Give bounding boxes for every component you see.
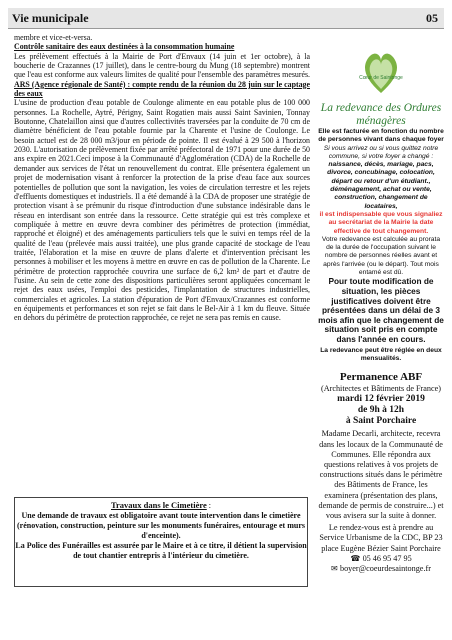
redevance-subtitle: Elle est facturée en fonction du nombre de personnes vivant dans chaque foyer [318, 128, 444, 144]
redevance-title: La redevance des Ordures ménagères [320, 102, 442, 127]
redevance-p2: Votre redevance est calculée au prorata de la durée de l'occupation suivant le nombre de personnes réelles avant et après l'arrivée (ou le départ). Tout mois entamé est dû. [321, 235, 441, 277]
abf-phone-number[interactable]: 05 46 95 47 95 [362, 553, 412, 563]
abf-place: à Saint Porchaire [345, 416, 417, 427]
intro-line: membre et vice-et-versa. [14, 33, 93, 42]
redevance-p4: La redevance peut être réglée en deux mensualités. [320, 346, 442, 362]
side-column [318, 33, 444, 574]
abf-email-address[interactable]: boyer@coeurdesaintonge.fr [339, 563, 431, 573]
coeur-de-saintonge-logo [357, 39, 405, 99]
email-icon: ✉ [331, 563, 338, 573]
abf-text: Madame Decarli, architecte, recevra dans les locaux de la Communauté de Communes. Elle répondra aux questions relatives à vos projets de constructions situés dans le périmètre des Bâtiments de France, les examinera (présentation des plans, demande de permis de construire...) et vous avisera sur la suite à donner. [318, 429, 444, 520]
cemetery-title-colon: : [206, 501, 211, 510]
abf-email [318, 564, 444, 574]
page-number: 05 [426, 11, 438, 25]
abf-phone [318, 554, 444, 564]
cemetery-title: Travaux dans le Cimetière [110, 500, 207, 510]
abf-subtitle: (Architectes et Bâtiments de France) [320, 384, 442, 394]
abf-section [318, 371, 444, 574]
section-title: Vie municipale [12, 11, 89, 25]
cemetery-notice [14, 497, 308, 587]
phone-icon: ☎ [350, 553, 361, 563]
cemetery-line-1: Une demande de travaux est obligatoire avant toute intervention dans le cimetière (rénovation, construction, peinture sur les monuments funéraires, entourage et murs d'enceinte). [17, 511, 305, 540]
abf-time: de 9h à 12h [357, 405, 405, 416]
ars-title: ARS (Agence régionale de Santé) : compte rendu de la réunion du 28 juin sur le captage des eaux [14, 79, 310, 99]
main-column [14, 33, 310, 323]
redevance-list: naissance, décès, mariage, pacs, divorce, concubinage, colocation, départ ou retour d'un étudiant., déménagement, achat ou vente, construction, changement de locataires, [327, 161, 435, 210]
water-control-text: Les prélèvement effectués à la Mairie de Port d'Envaux (14 juin et 1er octobre), à la boucherie de Crazannes (17 juillet), dans le centre-bourg du Mung (18 septembre) montrent que l'eau est conforme aux valeurs limites de qualité pour l'ensemble des paramètres mesurés. [14, 51, 311, 80]
redevance-alert: il est indispensable que vous signaliez au secrétariat de la Mairie la date effective de tout changement. [319, 210, 443, 235]
redevance-p3: Pour toute modification de situation, les pièces justificatives doivent être présentées dans un délai de 3 mois afin que le changement de situation soit pris en compte dans l'année en cours. [318, 276, 444, 344]
redevance-p1: Si vous arrivez ou si vous quittez notre commune, si votre foyer a changé : [323, 144, 439, 160]
logo-text: Cœur de Saintonge [359, 75, 403, 81]
water-control-title: Contrôle sanitaire des eaux destinées à la consommation humaine [14, 42, 235, 52]
cemetery-line-2: La Police des Funérailles est assurée par le Maire et à ce titre, il détient la supervision de tout chantier entrepris à l'intérieur du cimetière. [15, 541, 307, 560]
abf-date: mardi 12 février 2019 [337, 394, 425, 405]
ars-text: L'usine de production d'eau potable de Coulonge alimente en eau potable plus de 100 000 personnes. La Rochelle, Aytré, Périgny, Saint Rogatien mais aussi Saint Savinien, Tonnay Boutonne, Chatelaillon ainsi que d'autres collectivités traversées par la conduite de 70 cm de diamètre bénéficient de l'eau potable fournie par la Charente et l'usine de Coulonge. Le besoin actuel est de 28 000 m3/jour en période de pointe. Il est évalué à 29 500 à l'horizon 2030. L'autorisation de prélèvement fixée par arrêté préfectoral de 1971 pour une durée de 50 ans expire en 2021.Ceci impose à la Communauté d'Agglomération (CDA) de la Rochelle de demander aux services de l'état un renouvellement du contrat. Elle présentera également un projet de modernisation visant à renforcer la protection de la prise d'eau face aux sources potentielles de pollution que sont la navigation, les voies de circulation terrestre et les rejets d'effluents domestiques et industriels. Il a été demandé à la CDA de proposer une stratégie de protection visant à se prémunir du risque d'introduction d'une substance indésirable dans le réseau en interdisant son entrée dans la ressource. Cette stratégie qui est très complexe et compliquée à mettre en œuvre devra combiner des périmètres de protection (immédiat, rapproché et éloigné) et des aménagements particuliers tels que le suivi en temps réel de la qualité de l'eau (prélevée mais aussi traitée), une plus grande capacité de stockage de l'eau traitée, l'élaboration et la mise en œuvre de plans d'alerte et d'intervention précisant les personnes à mobiliser et les moyens à mettre en œuvre en cas de pollution de la Charente. Le périmètre de protection rapprochée couvrira une surface de 6,2 km² de part et d'autre de l'usine. Au sein de cette zone des dispositions particulières seront appliquées concernant le rejet des eaux usées, l'emploi des pesticides, l'implantation de structures industrielles, commerciales et agricoles. La station d'épuration de Port d'Envaux/Crazannes est conforme en équipements et performances et son rejet se fait dans le Bel-Air à 1 km du fleuve. Située en dehors du périmètre de protection rapprochée, ce rejet ne sera pas remis en cause. [14, 98, 310, 323]
abf-rdv: Le rendez-vous est à prendre au Service Urbanisme de la CDC, BP 23 place Eugène Bézier Saint Porchaire [319, 523, 443, 553]
abf-title: Permanence ABF [339, 371, 423, 384]
section-header [8, 8, 444, 29]
